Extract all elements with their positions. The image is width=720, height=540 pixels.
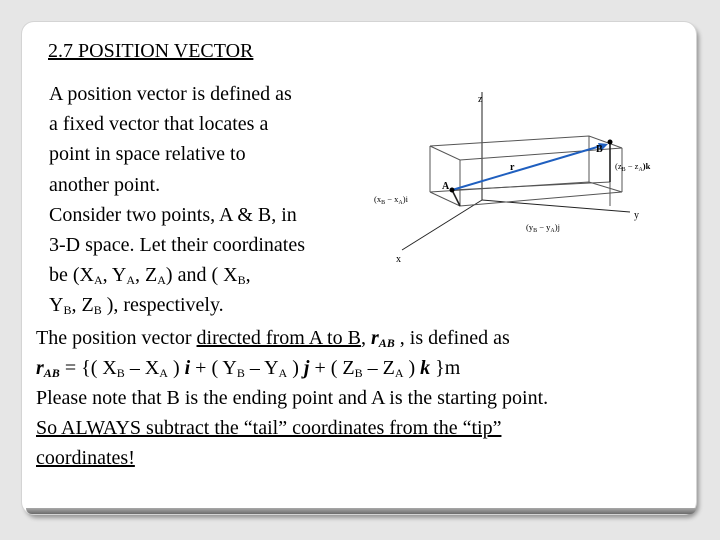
slide-title: 2.7 POSITION VECTOR xyxy=(48,40,254,62)
intro-paragraph xyxy=(49,79,379,321)
rule-line: So ALWAYS subtract the “tail” coordinates from the “tip” xyxy=(36,417,502,439)
intro-line: Consider two points, A & B, in xyxy=(49,203,297,226)
intro-line: 3-D space. Let their coordinates xyxy=(49,234,306,257)
vector-r-label: r xyxy=(510,162,515,173)
point-b-label: B xyxy=(596,144,603,155)
axis-x-label: x xyxy=(396,254,401,265)
axis-z-label: z xyxy=(478,94,483,105)
intro-line: A position vector is defined as xyxy=(49,83,292,105)
position-vector-diagram xyxy=(372,82,672,270)
point-a-label: A xyxy=(442,181,450,192)
slide-bottom-rule xyxy=(26,508,696,514)
x-component-label: $(x_B - x_A)i$ xyxy=(374,194,408,206)
directed-phrase: directed from A to B xyxy=(196,327,361,349)
intro-line: point in space relative to xyxy=(49,143,246,166)
y-component-label: $(y_B - y_A)j$ xyxy=(526,222,560,234)
formula-line: $r_{AB}$ = {( $X_B - X_A$ ) i + ( $Y_B - Y_A$ ) j + ( $Z_B - Z_A$ ) k }m xyxy=(36,357,461,380)
note-line: Please note that B is the ending point and A is the starting point. xyxy=(36,387,549,409)
x-axis xyxy=(402,200,482,250)
intro-line-coordinates-b: $Y_B$, $Z_B$ ), respectively. xyxy=(49,294,224,318)
body-paragraph xyxy=(36,323,686,473)
point-b-dot xyxy=(608,140,613,145)
point-a-dot xyxy=(450,188,455,193)
rule-line-end: coordinates! xyxy=(36,447,135,469)
axis-y-label: y xyxy=(634,210,639,221)
intro-line-coordinates-a: be ($X_A$, $Y_A$, $Z_A$) and ( $X_B$, xyxy=(49,264,251,288)
intro-line: another point. xyxy=(49,173,161,196)
intro-line: a fixed vector that locates a xyxy=(49,113,269,136)
definition-line: The position vector directed from A to B, $r_{AB}$ , is defined as xyxy=(36,327,510,350)
z-component-label: $(z_B - z_A)k$ xyxy=(615,161,651,173)
